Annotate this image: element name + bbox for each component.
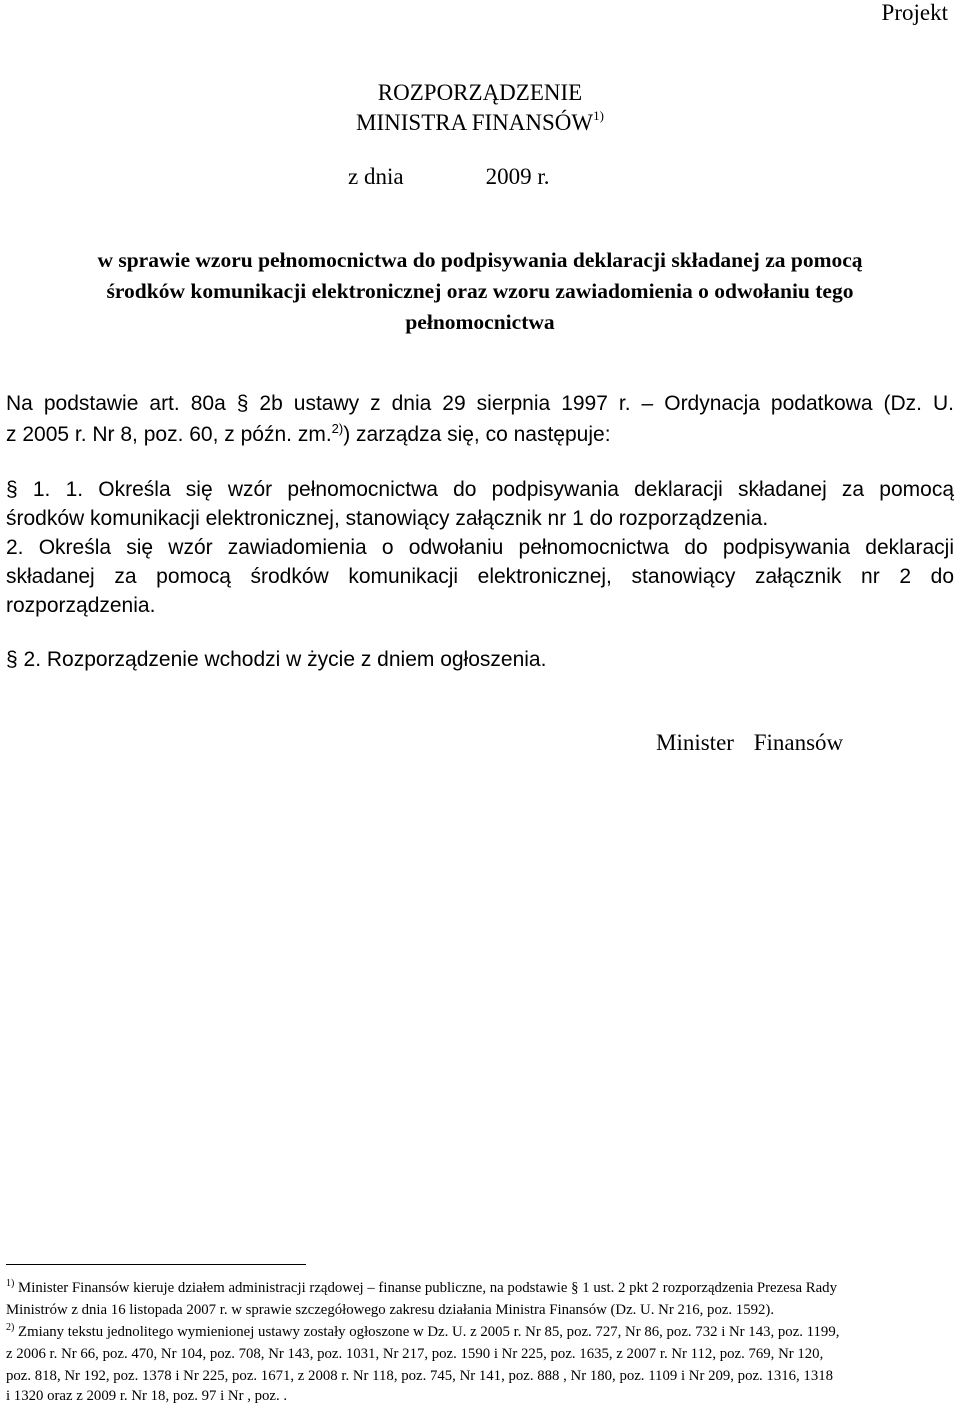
issuer-title [0,110,960,136]
date-line [348,164,549,190]
footnote-2-marker: 2) [6,1322,15,1333]
section-1-line-5: rozporządzenia. [6,594,156,617]
footnote-2-line-3: poz. 818, Nr 192, poz. 1378 i Nr 225, poz. 1671, z 2008 r. Nr 118, poz. 745, Nr 141, poz. 888 , Nr 180, poz. 1109 i Nr 209, poz. 1316, 1318 [6,1368,834,1384]
document-title: ROZPORZĄDZENIE [377,80,583,105]
section-1-line-3: 2. Określa się wzór zawiadomienia o odwołaniu pełnomocnictwa do podpisywania deklaracji [6,536,954,559]
footnote-2-text: Zmiany tekstu jednolitego wymienionej ustawy zostały ogłoszone w Dz. U. z 2005 r. Nr 85, poz. 727, Nr 86, poz. 732 i Nr 143, poz. 1199, [18,1324,840,1340]
section-1-line-2: środków komunikacji elektronicznej, stanowiący załącznik nr 1 do rozporządzenia. [6,507,769,530]
section-2: § 2. Rozporządzenie wchodzi w życie z dniem ogłoszenia. [6,648,547,671]
footnote-2-line-4: i 1320 oraz z 2009 r. Nr 18, poz. 97 i Nr , poz. . [6,1388,288,1404]
issuer-name: MINISTRA FINANSÓW [356,110,594,135]
footnote-1-text: Minister Finansów kieruje działem administracji rządowej – finanse publiczne, na podstawie § 1 ust. 2 pkt 2 rozporządzenia Prezesa Rady [18,1280,837,1296]
preamble-citation: z 2005 r. Nr 8, poz. 60, z późn. zm. [6,423,332,446]
date-year: 2009 r. [485,164,550,189]
subject-line-2: środków komunikacji elektronicznej oraz wzoru zawiadomienia o odwołaniu tego [106,279,854,303]
preamble-enacting-clause: ) zarządza się, co następuje: [343,423,611,446]
section-1-line-4: składanej za pomocą środków komunikacji elektronicznej, stanowiący załącznik nr 2 do [6,565,954,588]
footnote-separator [6,1264,306,1265]
date-prefix: z dnia [348,164,404,189]
footnote-1-line-2: Ministrów z dnia 16 listopada 2007 r. w sprawie szczegółowego zakresu działania Ministra Finansów (Dz. U. Nr 216, poz. 1592). [6,1302,775,1318]
footnote-2-line-2: z 2006 r. Nr 66, poz. 470, Nr 104, poz. 708, Nr 143, poz. 1031, Nr 217, poz. 1590 i Nr 225, poz. 1635, z 2007 r. Nr 112, poz. 769, Nr 120, [6,1346,824,1362]
preamble-line-2 [6,423,611,447]
subject-line-3: pełnomocnictwa [405,310,555,334]
draft-status-label: Projekt [881,0,948,25]
subject-line-1: w sprawie wzoru pełnomocnictwa do podpisywania deklaracji składanej za pomocą [97,248,863,272]
footnote-ref-2[interactable]: 2) [331,421,344,436]
signature: Minister Finansów [656,730,844,755]
footnote-ref-1[interactable]: 1) [593,108,604,123]
footnote-1-marker: 1) [6,1278,15,1289]
preamble-line-1: Na podstawie art. 80a § 2b ustawy z dnia 29 sierpnia 1997 r. – Ordynacja podatkowa (Dz. U. [6,392,954,415]
footnote-2-line-1 [6,1324,839,1341]
footnote-1-line-1 [6,1280,837,1297]
section-1-line-1: § 1. 1. Określa się wzór pełnomocnictwa do podpisywania deklaracji składanej za pomocą [6,478,954,501]
